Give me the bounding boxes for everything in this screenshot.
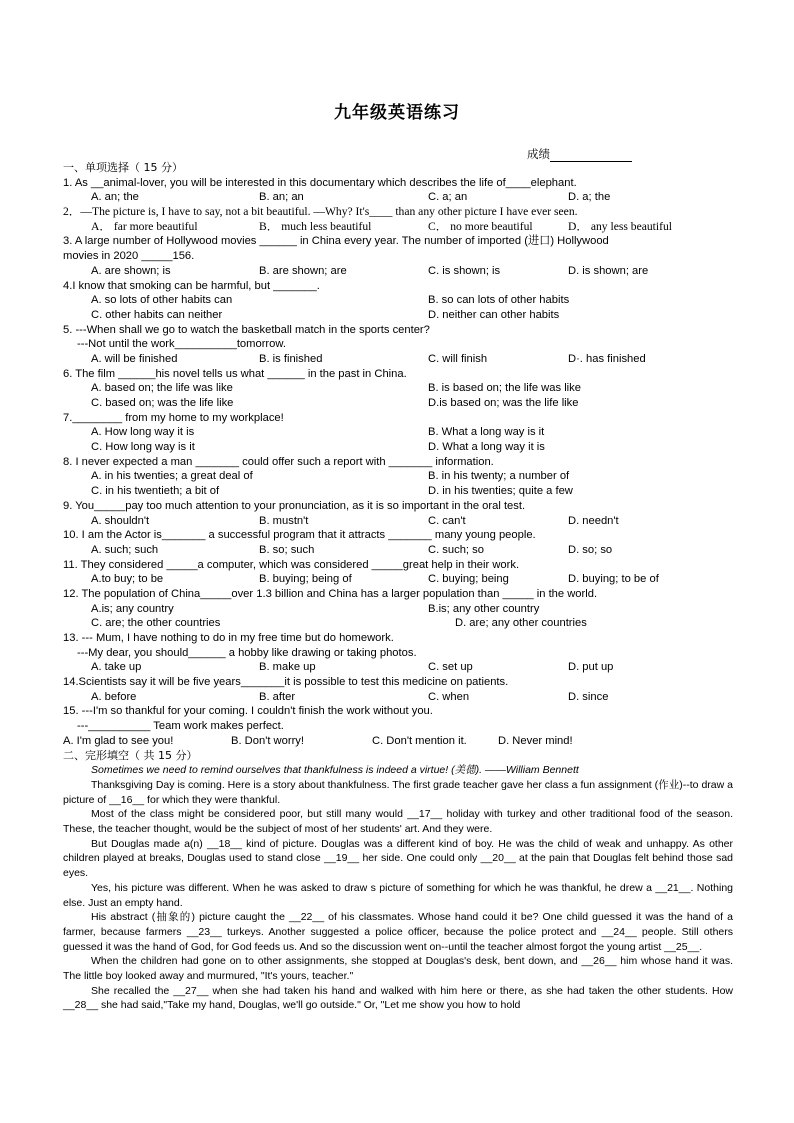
option-row — [63, 308, 733, 323]
option-d: D. in his twenties; quite a few — [428, 485, 573, 498]
option-row — [63, 190, 733, 205]
option-b: B. Don't worry! — [231, 734, 305, 747]
option-a: A. are shown; is — [91, 264, 171, 277]
option-a: A. I'm glad to see you! — [63, 734, 174, 747]
score-label: 成绩 — [527, 147, 550, 161]
option-c: C. buying; being — [428, 573, 509, 586]
option-d: D． any less beautiful — [568, 219, 672, 233]
option-b: B． much less beautiful — [259, 219, 372, 233]
option-row — [63, 293, 733, 308]
question-stem: 13. --- Mum, I have nothing to do in my free time but do homework. — [63, 632, 394, 644]
option-b: B. an; an — [259, 191, 304, 204]
option-d: D. so; so — [568, 543, 613, 556]
option-a: A. shouldn't — [91, 514, 150, 527]
cloze-paragraph: Most of the class might be considered poor, but still many would __17__ holiday with turkey and other traditional food of the season. These, the teacher thought, would be the subject of most of her students' art. And they were. — [63, 808, 733, 835]
option-row — [63, 572, 733, 587]
option-row — [63, 469, 733, 484]
option-d: D. What a long way it is — [428, 441, 545, 454]
question-stem: 9. You_____pay too much attention to your pronunciation, as it is so important in the oral test. — [63, 499, 526, 512]
option-d: D. a; the — [568, 191, 611, 204]
option-b: B. mustn't — [259, 514, 309, 527]
score-field — [527, 146, 632, 162]
option-a: A. take up — [91, 661, 142, 674]
option-d: D. is shown; are — [568, 264, 649, 277]
option-d: D. are; any other countries — [455, 617, 587, 630]
option-c: C． no more beautiful — [428, 219, 533, 233]
option-row — [63, 381, 733, 396]
option-d: D. put up — [568, 661, 614, 674]
option-row — [63, 352, 733, 367]
option-a: A. based on; the life was like — [91, 382, 233, 395]
question-stem: 2．—The picture is, I have to say, not a bit beautiful. —Why? It's____ than any other picture I have ever seen. — [63, 205, 578, 219]
question-stem: 5. ---When shall we go to watch the basketball match in the sports center? — [63, 323, 430, 336]
option-a: A． far more beautiful — [91, 219, 198, 233]
option-b: B.is; any other country — [428, 602, 540, 615]
question-stem-cont: movies in 2020 _____156. — [63, 250, 195, 263]
cloze-paragraph: When the children had gone on to other assignments, she stopped at Douglas's desk, bent down, and __26__ him whose hand it was. The little boy looked away and murmured, "It's yours, teacher." — [63, 955, 733, 983]
question-stem: 14.Scientists say it will be five years_______it is possible to test this medicine on patients. — [63, 676, 509, 689]
option-row — [63, 484, 733, 499]
option-a: A.is; any country — [91, 602, 174, 615]
option-c: C. How long way is it — [91, 441, 195, 454]
option-c: C. are; the other countries — [91, 617, 221, 630]
option-a: A. will be finished — [91, 352, 178, 365]
cloze-paragraph: His abstract (抽象的) picture caught the __22__ of his classmates. Whose hand could it be? One child guessed it was the hand of a farmer, because farmers __23__ turkeys. Another suggested a police officer, because the police protect and __24__ people. Still others guessed it was the hand of God, for God feeds us. And so the discussion went on--until the teacher almost forgot the young artist __25__. — [63, 911, 733, 953]
cloze-paragraph: Thanksgiving Day is coming. Here is a story about thankfulness. The first grade teacher gave her class a fun assignment (作业)--to draw a picture of __16__ for which they were thankful. — [63, 778, 733, 806]
question-stem: 15. ---I'm so thankful for your coming. I couldn't finish the work without you. — [63, 705, 433, 718]
question-stem: 11. They considered _____a computer, which was considered _____great help in their work. — [63, 558, 520, 571]
question-stem: 3. A large number of Hollywood movies ______ in China every year. The number of imported (进口) Hollywood — [63, 235, 609, 248]
section-heading: 一、单项选择（ 15 分） — [63, 161, 183, 174]
option-row — [63, 734, 733, 749]
option-b: B. is finished — [259, 352, 323, 365]
option-row — [63, 616, 733, 631]
option-a: A. How long way it is — [91, 426, 195, 439]
quote-line: Sometimes we need to remind ourselves that thankfulness is indeed a virtue! (美德). ——William Bennett — [91, 764, 579, 777]
cloze-paragraph: She recalled the __27__ when she had taken his hand and walked with him here or there, as she had taken the other students. How __28__ she had said,"Take my hand, Douglas, we'll go outside." Or, "Let me show you how to hold — [63, 984, 733, 1012]
option-a: A. before — [91, 690, 137, 703]
cloze-paragraph: Yes, his picture was different. When he was asked to draw s picture of something for which he was thankful, he drew a __21__. Nothing else. Just an empty hand. — [63, 881, 733, 909]
option-c: C. other habits can neither — [91, 308, 223, 321]
option-c: C. based on; was the life like — [91, 397, 234, 409]
option-c: C. is shown; is — [428, 264, 501, 277]
question-stem-cont: ---My dear, you should______ a hobby like drawing or taking photos. — [77, 646, 417, 659]
option-row — [63, 602, 733, 617]
option-a: A. an; the — [91, 191, 139, 204]
option-c: C. such; so — [428, 543, 484, 556]
question-stem: 4.I know that smoking can be harmful, but _______. — [63, 279, 320, 292]
option-a: A.to buy; to be — [91, 573, 164, 586]
page-title: 九年级英语练习 — [334, 103, 460, 123]
question-stem: 8. I never expected a man _______ could offer such a report with _______ information. — [63, 455, 494, 468]
option-row — [63, 514, 733, 529]
question-stem: 7.________ from my home to my workplace! — [63, 411, 284, 424]
option-row — [63, 264, 733, 279]
option-c: C. Don't mention it. — [372, 734, 467, 747]
option-b: B. so can lots of other habits — [428, 294, 570, 307]
option-c: C. can't — [428, 514, 466, 527]
option-d: D·. has finished — [568, 352, 646, 365]
option-b: B. in his twenty; a number of — [428, 470, 570, 483]
option-a: A. in his twenties; a great deal of — [91, 470, 253, 483]
option-b: B. make up — [259, 661, 316, 674]
option-c: C. will finish — [428, 352, 488, 365]
option-d: D. neither can other habits — [428, 308, 560, 321]
question-stem: 10. I am the Actor is_______ a successful program that it attracts _______ many young people. — [63, 529, 536, 542]
option-d: D. since — [568, 690, 609, 703]
option-d: D. needn't — [568, 514, 619, 527]
option-b: B. buying; being of — [259, 573, 352, 586]
option-a: A. such; such — [91, 543, 159, 556]
option-c: C. in his twentieth; a bit of — [91, 485, 220, 498]
option-d: D. buying; to be of — [568, 573, 659, 586]
option-b: B. is based on; the life was like — [428, 382, 581, 395]
option-b: B. are shown; are — [259, 264, 347, 277]
option-a: A. so lots of other habits can — [91, 294, 233, 307]
worksheet-content — [63, 161, 733, 1013]
question-stem: 1. As __animal-lover, you will be interested in this documentary which describes the life of____elephant. — [63, 176, 577, 189]
option-row — [63, 396, 733, 411]
question-stem: 6. The film ______his novel tells us what ______ in the past in China. — [63, 367, 407, 380]
question-stem: 12. The population of China_____over 1.3 billion and China has a larger population than _____ in the world. — [63, 587, 598, 600]
option-row — [63, 220, 733, 235]
question-stem-cont: ---Not until the work__________tomorrow. — [77, 338, 286, 351]
question-stem-cont: ---__________ Team work makes perfect. — [77, 720, 284, 733]
option-row — [63, 660, 733, 675]
option-b: B. What a long way is it — [428, 426, 545, 439]
option-d: D. Never mind! — [498, 734, 573, 747]
option-row — [63, 543, 733, 558]
option-b: B. so; such — [259, 543, 315, 556]
option-c: C. a; an — [428, 191, 468, 204]
option-row — [63, 425, 733, 440]
option-d: D.is based on; was the life like — [428, 397, 579, 409]
option-b: B. after — [259, 690, 296, 703]
section-heading: 二、完形填空（ 共 15 分） — [63, 748, 198, 762]
option-c: C. set up — [428, 661, 473, 674]
option-row — [63, 690, 733, 705]
option-row — [63, 440, 733, 455]
cloze-paragraph: But Douglas made a(n) __18__ kind of picture. Douglas was a different kind of boy. He was the child of weak and unhappy. As other children played at breaks, Douglas used to stand close __19__ her side. One could only __20__ at the pain that Douglas felt behind those sad eyes. — [63, 837, 733, 880]
option-c: C. when — [428, 690, 470, 703]
